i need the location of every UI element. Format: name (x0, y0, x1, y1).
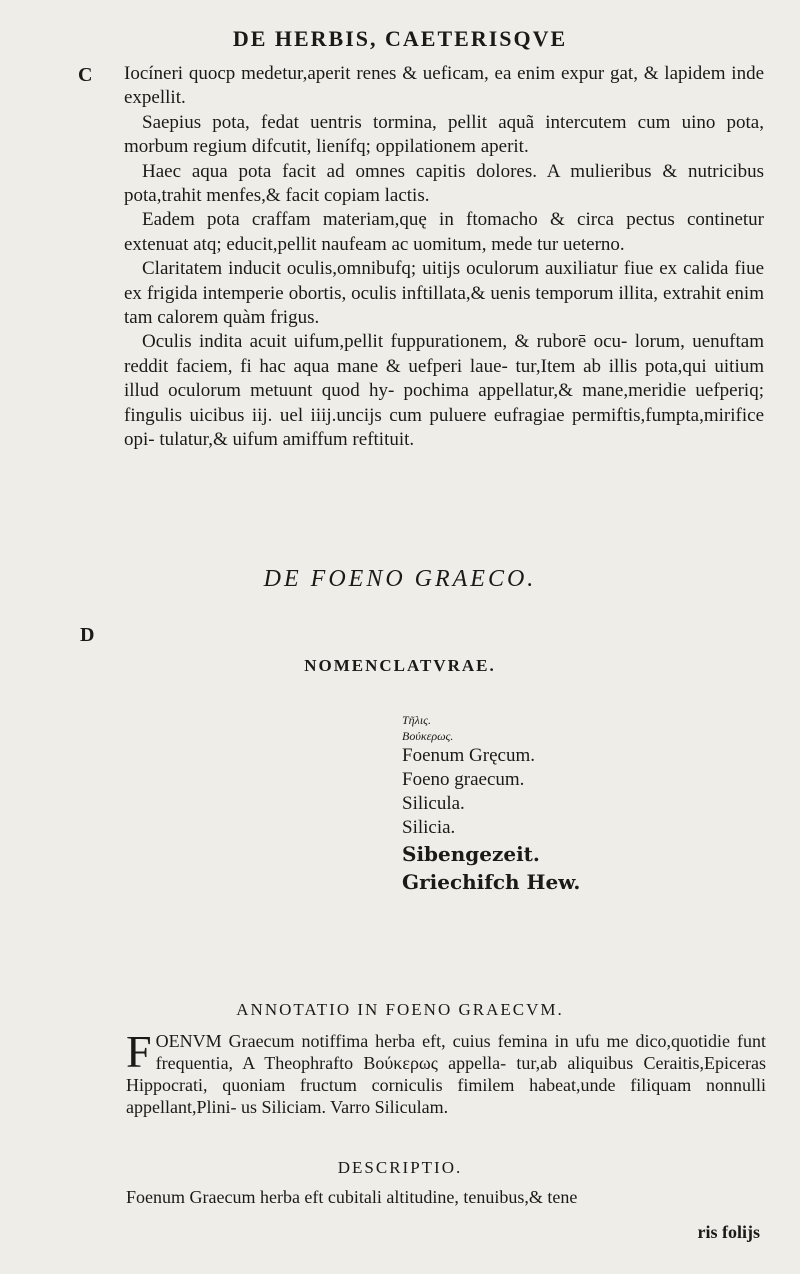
paragraph: Oculis indita acuit uifum,pellit fuppurationem, & ruborē ocu- lorum, uenuftam reddit faciem, fi hac aqua mane & uefperi laue- tur,Item ab illis pota,qui uitium illud oculorum metuunt quod hy- pochima appellatur,& mane,meridie uefperiq; fingulis uicibus iij. uel iiij.uncijs cum puluere eufragiae permiftis,fumpta,mirifice opi- tulatur,& uifum amiffum reftituit. (124, 331, 764, 451)
catchword: ris folijs (697, 1222, 760, 1242)
descriptio-heading: DESCRIPTIO. (337, 1158, 463, 1177)
greek-name: Βούκερως. (402, 729, 454, 743)
running-header: DE HERBIS, CAETERISQVE (232, 26, 568, 51)
latin-name: Foeno graecum. (402, 769, 525, 790)
margin-letter-d: D (80, 624, 95, 646)
descriptio-text: Foenum Graecum herba eft cubitali altitudine, tenuibus,& tene (126, 1187, 578, 1207)
nomenclature-list (402, 712, 702, 896)
margin-letter-c: C (78, 64, 93, 86)
latin-name: Silicia. (402, 817, 456, 838)
german-name: Sibengezeit. (402, 842, 540, 866)
annotatio-text: OENVM Graecum notiffima herba eft, cuius femina in ufu me dico,quotidie funt frequentia, A Theophrafto Βούκερως appella- tur,ab aliquibus Ceraitis,Epiceras Hippocrati, quoniam fructum corniculis fimilem habeat,unde filiquam nonnulli appellant,Plini- us Siliciam. Varro Siliculam. (126, 1031, 766, 1117)
paragraph: Eadem pota craffam materiam,quę in ftomacho & circa pectus continetur extenuat atq; educit,pellit naufeam ac uomitum, mede tur ueterno. (124, 209, 764, 255)
greek-name: Τῆλις. (402, 713, 432, 727)
main-text (124, 62, 764, 453)
latin-name: Silicula. (402, 793, 465, 814)
german-name: Griechifch Hew. (402, 870, 581, 894)
annotatio-text-block (126, 1026, 766, 1118)
paragraph: Saepius pota, fedat uentris tormina, pellit aquã intercutem cum uino pota, morbum regium difcutit, lienífq; oppilationem aperit. (124, 111, 764, 158)
paragraph: Claritatem inducit oculis,omnibufq; uitijs oculorum auxiliatur fiue ex calida fiue ex frigida intemperie obortis, oculis inftillata,& uenis temporum illita, extrahit enim tam calorem quàm frigus. (124, 258, 764, 329)
latin-name: Foenum Gręcum. (402, 745, 535, 766)
nomenclature-heading: NOMENCLATVRAE. (304, 656, 496, 675)
paragraph: Haec aqua pota facit ad omnes capitis dolores. A mulieribus & nutricibus pota,trahit menfes,& facit copiam lactis. (124, 160, 764, 207)
annotatio-heading: ANNOTATIO IN FOENO GRAECVM. (236, 1000, 564, 1019)
paragraph: Iocíneri quocp medetur,aperit renes & ueficam, ea enim expur gat, & lapidem inde expellit. (124, 63, 764, 109)
section-title: DE FOENO GRAECO. (263, 566, 537, 592)
drop-cap: F (126, 1026, 152, 1077)
